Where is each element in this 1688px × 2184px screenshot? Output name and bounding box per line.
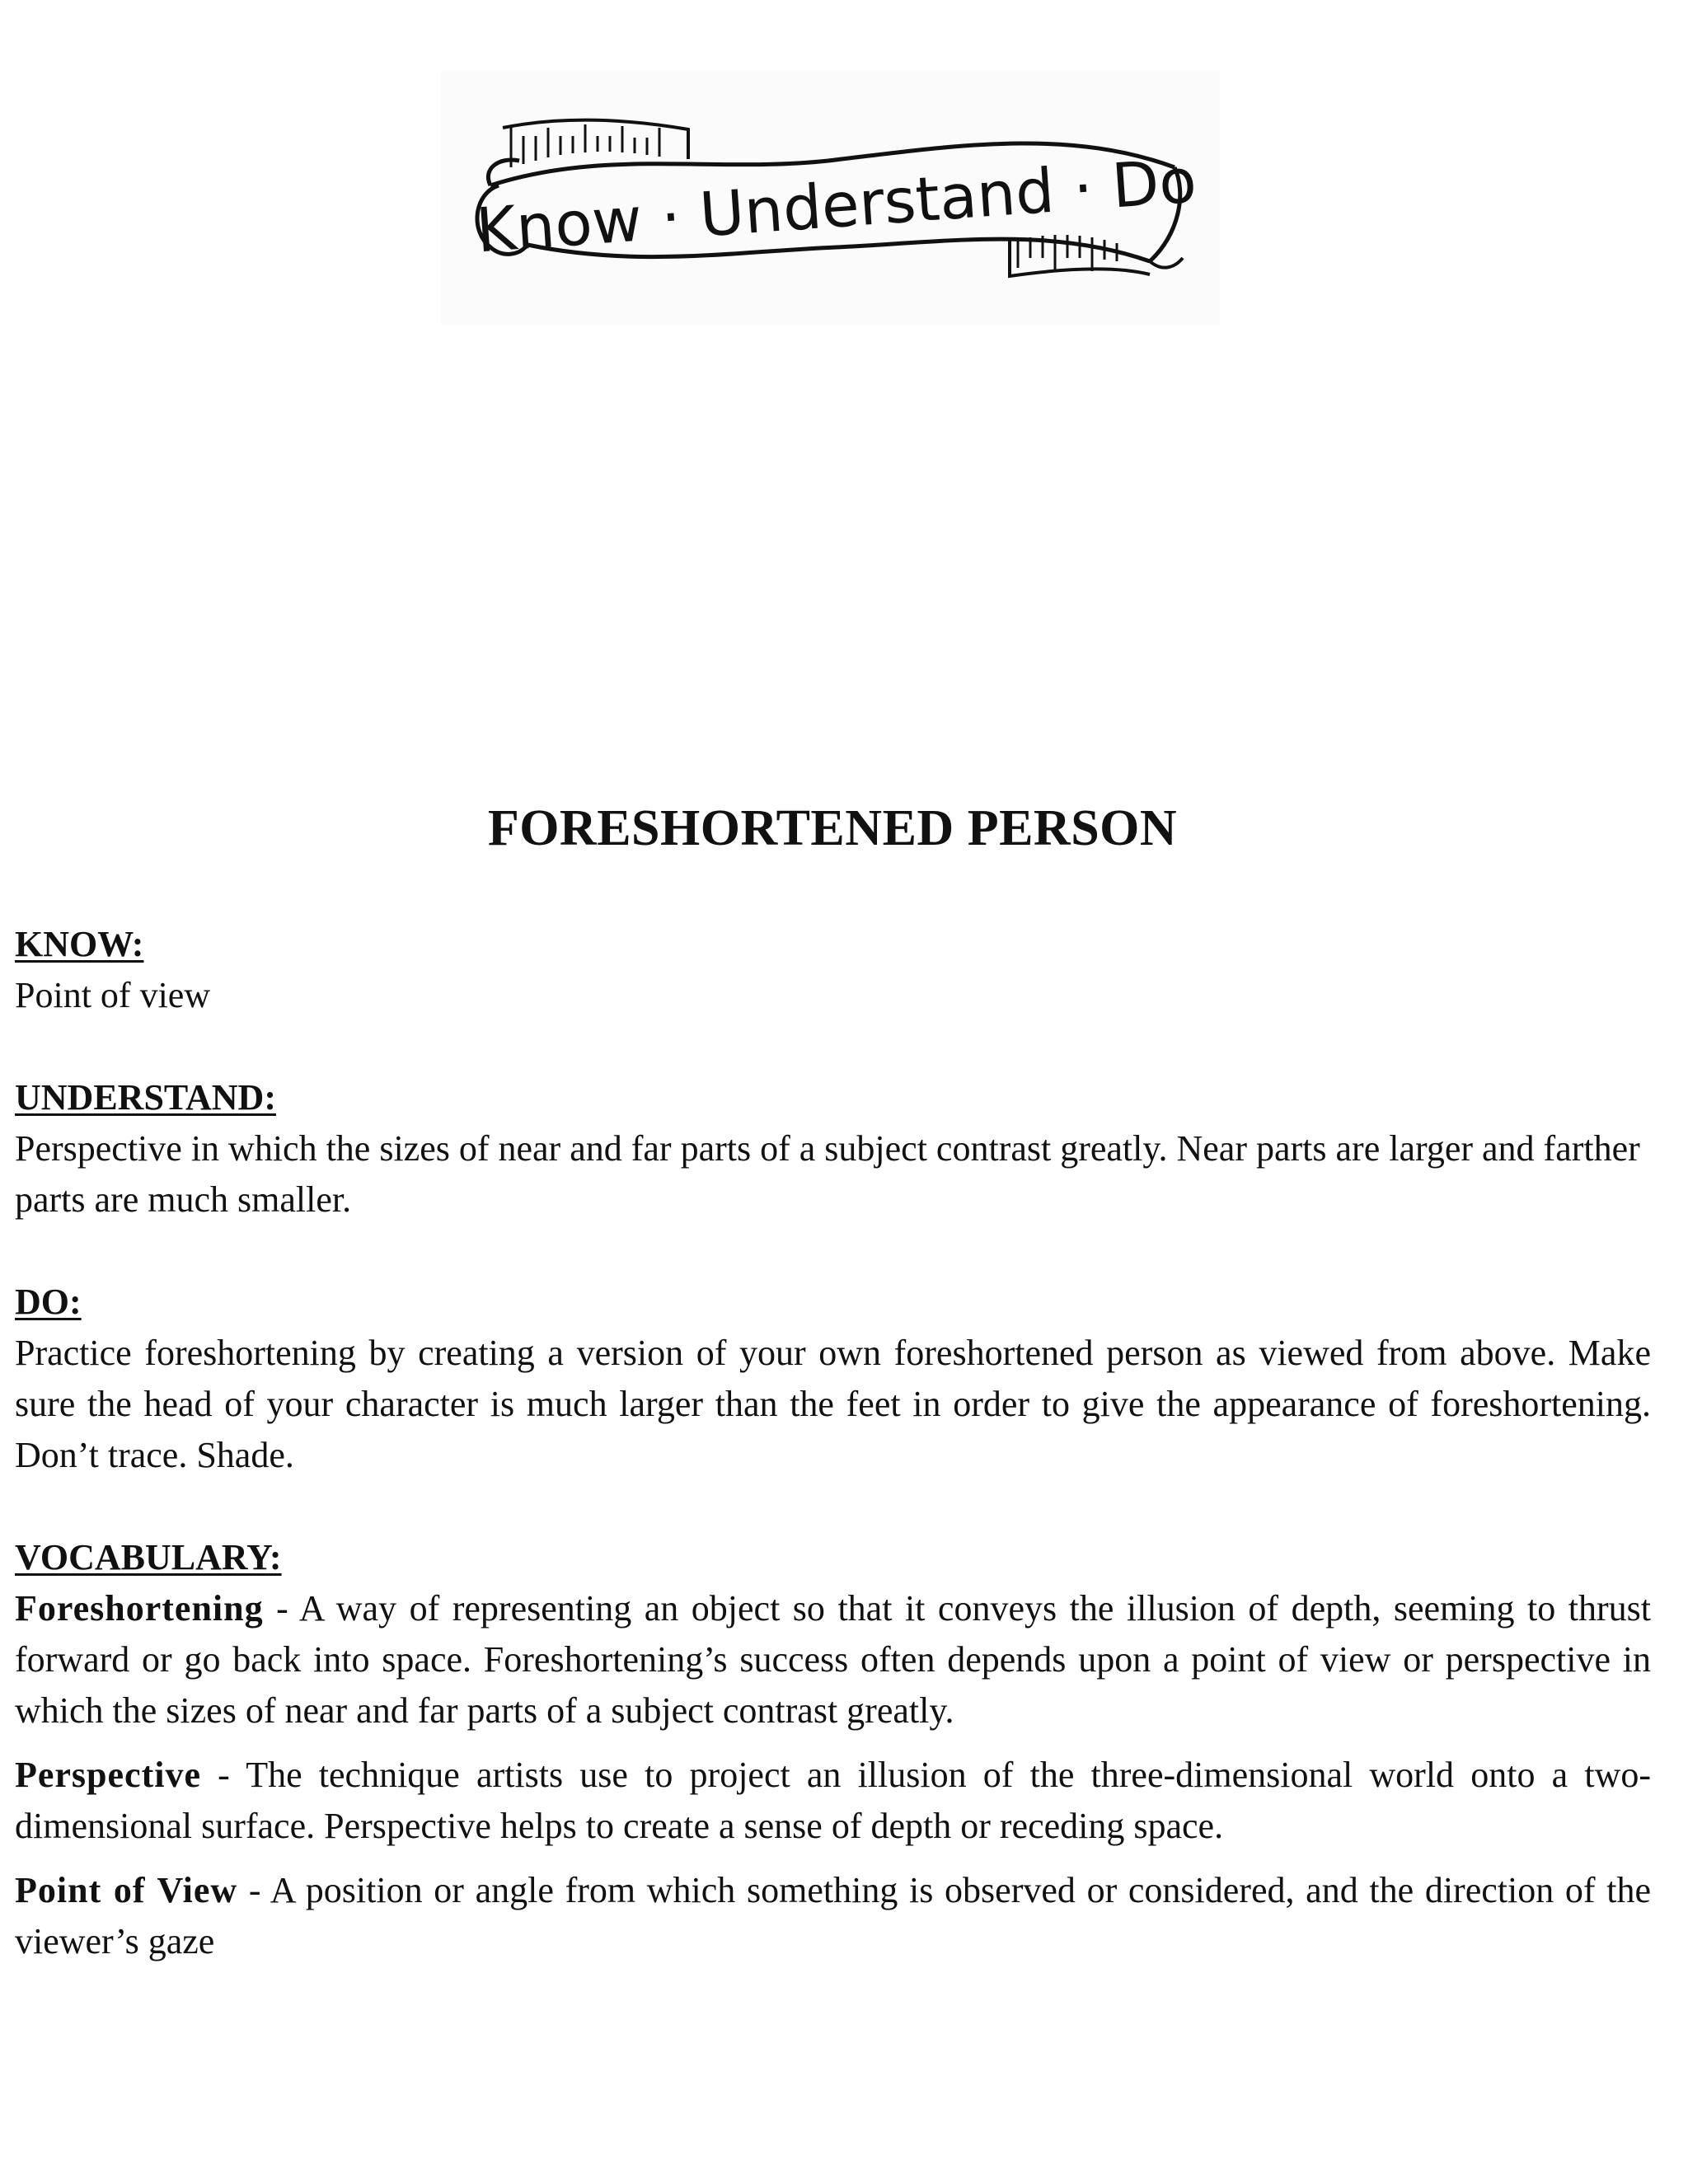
vocab-definition: - A position or angle from which something is observed or considered, and the direction of the viewer’s gaze <box>15 1870 1651 1961</box>
know-understand-do-banner-logo <box>441 70 1220 326</box>
vocab-item-foreshortening <box>15 1583 1651 1736</box>
document-title: FORESHORTENED PERSON <box>487 800 1178 856</box>
vocabulary-heading: VOCABULARY: <box>15 1537 282 1577</box>
vocab-item-point-of-view <box>15 1865 1651 1967</box>
vocab-item-perspective <box>15 1750 1651 1852</box>
know-text: Point of view <box>15 975 211 1015</box>
vocab-term: Perspective <box>15 1755 201 1795</box>
do-heading: DO: <box>15 1282 82 1322</box>
vocab-definition: - A way of representing an object so that it conveys the illusion of depth, seeming to thrust forward or go back into space. Foreshortening’s success often depends upon a point of view or perspective in which the sizes of near and far parts of a subject contrast greatly. <box>15 1588 1651 1731</box>
understand-section <box>15 1072 1651 1226</box>
do-section <box>15 1277 1651 1481</box>
vocab-definition: - The technique artists use to project an illusion of the three-dimensional world onto a two-dimensional surface. Perspective helps to create a sense of depth or receding space. <box>15 1755 1651 1846</box>
vocab-term: Foreshortening <box>15 1588 264 1629</box>
do-text: Practice foreshortening by creating a version of your own foreshortened person as viewed from above. Make sure the head of your character is much larger than the feet in order to give the appearance of foreshortening. Don’t trace. Shade. <box>15 1333 1651 1475</box>
understand-text: Perspective in which the sizes of near and far parts of a subject contrast greatly. Near parts are larger and farther parts are much smaller. <box>15 1128 1640 1220</box>
vocabulary-section <box>15 1532 1651 1967</box>
svg-text:Know · Understand · Do: Know · Understand · Do <box>474 145 1199 267</box>
understand-heading: UNDERSTAND: <box>15 1077 276 1118</box>
know-section <box>15 919 1651 1021</box>
document-body <box>15 919 1651 2018</box>
know-heading: KNOW: <box>15 924 144 964</box>
vocab-term: Point of View <box>15 1870 238 1910</box>
